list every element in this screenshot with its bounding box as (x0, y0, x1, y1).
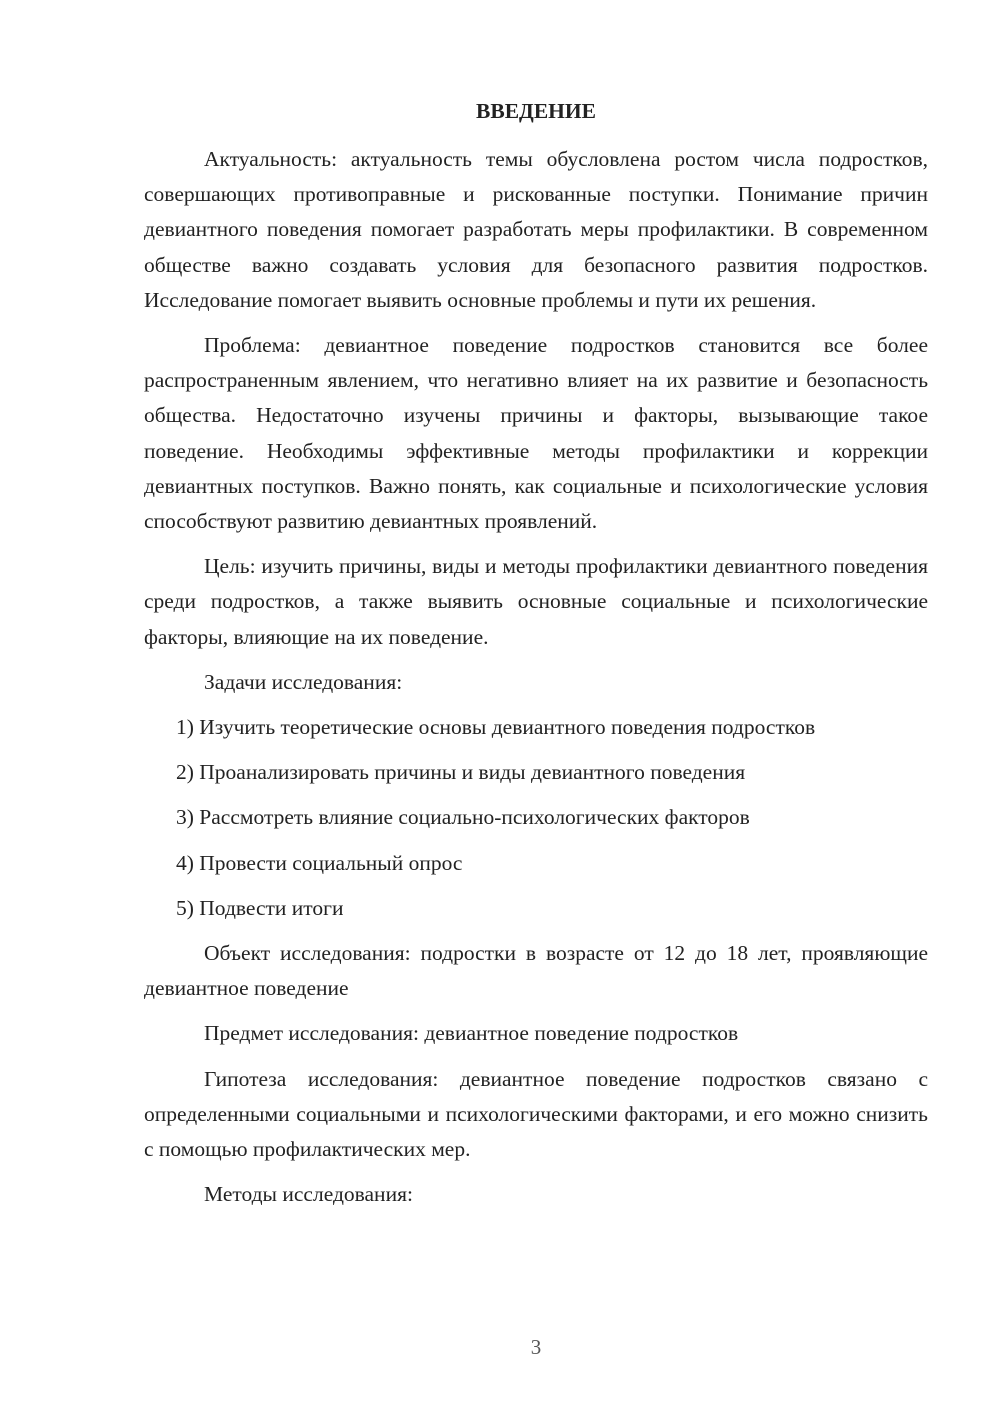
document-body (144, 142, 928, 1222)
list-item: 5) Подвести итоги (176, 895, 344, 920)
section-heading: ВВЕДЕНИЕ (476, 99, 596, 123)
page-number: 3 (530, 1335, 542, 1359)
paragraph-tasks-heading: Задачи исследования: (204, 669, 403, 694)
paragraph-subject: Предмет исследования: девиантное поведение подростков (204, 1021, 739, 1046)
paragraph-problem: Проблема: девиантное поведение подростков становится все более распространенным явлением, что негативно влияет на их развитие и безопасность общества. Недостаточно изучены причины и факторы, вызывающие такое поведение. Необходимы эффективные методы профилактики и коррекции девиантных поступков. Важно понять, как социальные и психологические условия способствуют развитию девиантных проявлений. (144, 333, 928, 534)
paragraph-hypothesis: Гипотеза исследования: девиантное поведение подростков связано с определенными социальными и психологическими факторами, и его можно снизить с помощью профилактических мер. (144, 1066, 928, 1162)
paragraph-object: Объект исследования: подростки в возрасте от 12 до 18 лет, проявляющие девиантное поведение (144, 941, 928, 1001)
tasks-list (144, 710, 928, 926)
list-item: 1) Изучить теоретические основы девиантного поведения подростков (176, 715, 816, 740)
list-item: 4) Провести социальный опрос (176, 850, 463, 875)
paragraph-relevance: Актуальность: актуальность темы обусловлена ростом числа подростков, совершающих противоправные и рискованные поступки. Понимание причин девиантного поведения помогает разработать меры профилактики. В современном обществе важно создавать условия для безопасного развития подростков. Исследование помогает выявить основные проблемы и пути их решения. (144, 147, 928, 312)
list-item: 3) Рассмотреть влияние социально-психологических факторов (176, 805, 750, 830)
paragraph-methods-heading: Методы исследования: (204, 1182, 413, 1207)
list-item: 2) Проанализировать причины и виды девиантного поведения (176, 760, 746, 785)
paragraph-goal: Цель: изучить причины, виды и методы профилактики девиантного поведения среди подростков, а также выявить основные социальные и психологические факторы, влияющие на их поведение. (144, 554, 928, 649)
